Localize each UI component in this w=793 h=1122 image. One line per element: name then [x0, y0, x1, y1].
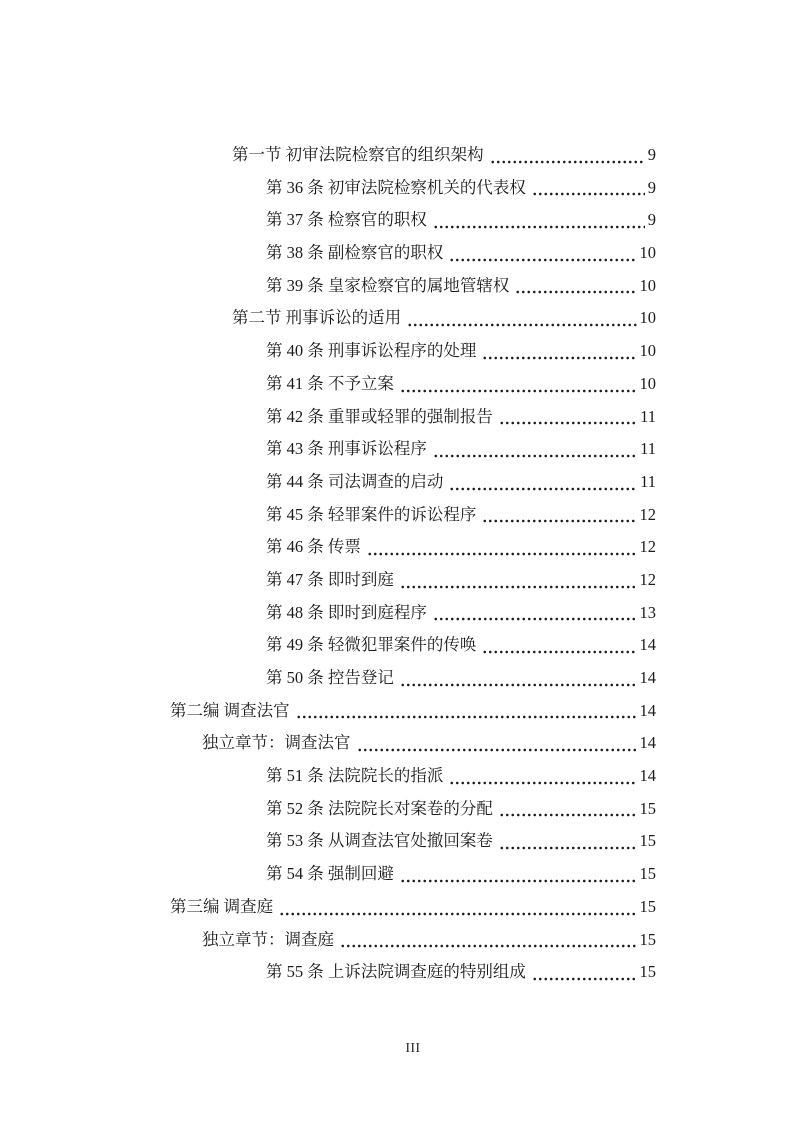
toc-entry[interactable]: [170, 564, 656, 597]
toc-dot-leader: [400, 368, 637, 401]
toc-entry-page-number: 14: [639, 668, 656, 687]
toc-entry-label: 独立章节：调查法官: [202, 733, 351, 753]
toc-dot-leader: [296, 695, 637, 728]
toc-entry[interactable]: [170, 858, 656, 891]
toc-entry-label: 第三编 调查庭: [170, 896, 274, 916]
table-of-contents: [170, 139, 656, 989]
toc-entry-label: 第 36 条 初审法院检察机关的代表权: [266, 177, 526, 197]
toc-entry[interactable]: [170, 760, 656, 793]
toc-entry-page-number: 13: [639, 602, 656, 622]
toc-dot-leader: [532, 956, 637, 989]
toc-dot-leader: [357, 727, 637, 760]
toc-entry-page-number: 10: [639, 341, 656, 361]
toc-entry-label: 第 44 条 司法调查的启动: [266, 471, 444, 491]
toc-entry-page-number: 15: [639, 798, 656, 818]
toc-entry[interactable]: [170, 891, 656, 924]
toc-dot-leader: [433, 204, 645, 237]
toc-entry-page-number: 11: [640, 439, 656, 459]
toc-entry-label: 第 50 条 控告登记: [266, 668, 394, 687]
toc-entry-page-number: 11: [640, 471, 656, 491]
toc-dot-leader: [490, 139, 645, 172]
toc-entry[interactable]: [170, 956, 656, 989]
toc-entry[interactable]: [170, 335, 656, 368]
toc-dot-leader: [449, 760, 636, 793]
toc-entry-page-number: 14: [639, 733, 656, 753]
toc-dot-leader: [407, 302, 636, 335]
toc-dot-leader: [400, 662, 637, 695]
toc-entry[interactable]: [170, 270, 656, 303]
toc-entry-page-number: 14: [639, 766, 656, 786]
toc-entry-page-number: 10: [639, 275, 656, 295]
toc-entry-label: 第 48 条 即时到庭程序: [266, 602, 427, 622]
toc-entry-page-number: 12: [639, 504, 656, 524]
toc-entry-label: 第 54 条 强制回避: [266, 864, 394, 884]
toc-entry[interactable]: [170, 825, 656, 858]
toc-dot-leader: [499, 825, 637, 858]
toc-entry[interactable]: [170, 237, 656, 270]
toc-entry-page-number: 15: [639, 896, 656, 916]
toc-dot-leader: [499, 401, 637, 434]
toc-entry-label: 第 41 条 不予立案: [266, 373, 394, 393]
toc-entry[interactable]: [170, 368, 656, 401]
toc-dot-leader: [400, 564, 637, 597]
toc-entry[interactable]: [170, 793, 656, 826]
toc-dot-leader: [433, 597, 637, 630]
toc-entry-label: 第 49 条 轻微犯罪案件的传唤: [266, 635, 477, 655]
toc-dot-leader: [279, 891, 636, 924]
toc-entry-page-number: 11: [640, 406, 656, 426]
toc-entry[interactable]: [170, 695, 656, 728]
toc-entry-page-number: 9: [647, 145, 656, 164]
toc-entry-label: 第 51 条 法院院长的指派: [266, 766, 444, 786]
toc-dot-leader: [515, 270, 636, 303]
toc-entry-label: 第 53 条 从调查法官处撤回案卷: [266, 831, 493, 851]
toc-dot-leader: [340, 924, 637, 957]
toc-entry[interactable]: [170, 727, 656, 760]
toc-entry-label: 第 46 条 传票: [266, 537, 361, 557]
toc-dot-leader: [449, 466, 637, 499]
toc-entry-page-number: 15: [639, 831, 656, 851]
toc-entry-page-number: 15: [639, 962, 656, 982]
toc-entry-label: 第 55 条 上诉法院调查庭的特别组成: [266, 962, 526, 982]
toc-entry-label: 第 47 条 即时到庭: [266, 569, 394, 589]
toc-entry[interactable]: [170, 172, 656, 205]
toc-entry-label: 第 39 条 皇家检察官的属地管辖权: [266, 275, 510, 295]
toc-entry-label: 第 42 条 重罪或轻罪的强制报告: [266, 406, 493, 426]
toc-entry-page-number: 12: [639, 537, 656, 557]
toc-entry[interactable]: [170, 629, 656, 662]
toc-dot-leader: [482, 629, 636, 662]
toc-entry-page-number: 10: [639, 243, 656, 263]
toc-entry[interactable]: [170, 662, 656, 695]
toc-entry-label: 第一节 初审法院检察官的组织架构: [232, 145, 484, 164]
toc-entry-label: 第 37 条 检察官的职权: [266, 210, 427, 230]
toc-entry-page-number: 10: [639, 373, 656, 393]
toc-entry-page-number: 9: [647, 210, 656, 230]
toc-dot-leader: [482, 335, 636, 368]
page-number: III: [405, 1040, 421, 1055]
toc-entry-page-number: 15: [639, 929, 656, 949]
toc-entry[interactable]: [170, 139, 656, 172]
toc-dot-leader: [367, 531, 637, 564]
toc-entry-label: 独立章节：调查庭: [202, 929, 334, 949]
toc-entry[interactable]: [170, 924, 656, 957]
toc-entry[interactable]: [170, 466, 656, 499]
toc-entry-label: 第 40 条 刑事诉讼程序的处理: [266, 341, 477, 361]
toc-dot-leader: [449, 237, 636, 270]
toc-entry[interactable]: [170, 302, 656, 335]
toc-entry-page-number: 14: [639, 635, 656, 655]
toc-entry-page-number: 12: [639, 569, 656, 589]
toc-entry[interactable]: [170, 401, 656, 434]
toc-dot-leader: [532, 172, 645, 205]
toc-entry-label: 第 38 条 副检察官的职权: [266, 243, 444, 263]
toc-entry-label: 第 43 条 刑事诉讼程序: [266, 439, 427, 459]
toc-entry[interactable]: [170, 597, 656, 630]
toc-entry[interactable]: [170, 204, 656, 237]
toc-entry-label: 第 52 条 法院院长对案卷的分配: [266, 798, 493, 818]
toc-entry[interactable]: [170, 531, 656, 564]
toc-entry-page-number: 14: [639, 700, 656, 720]
toc-entry-page-number: 15: [639, 864, 656, 884]
toc-entry-label: 第二节 刑事诉讼的适用: [232, 308, 402, 328]
toc-dot-leader: [482, 499, 636, 532]
toc-entry[interactable]: [170, 433, 656, 466]
toc-entry-page-number: 10: [639, 308, 656, 328]
toc-entry-page-number: 9: [647, 177, 656, 197]
toc-entry-label: 第二编 调查法官: [170, 700, 290, 720]
toc-entry-label: 第 45 条 轻罪案件的诉讼程序: [266, 504, 477, 524]
toc-dot-leader: [433, 433, 637, 466]
toc-entry[interactable]: [170, 499, 656, 532]
toc-dot-leader: [499, 793, 637, 826]
toc-dot-leader: [400, 858, 637, 891]
